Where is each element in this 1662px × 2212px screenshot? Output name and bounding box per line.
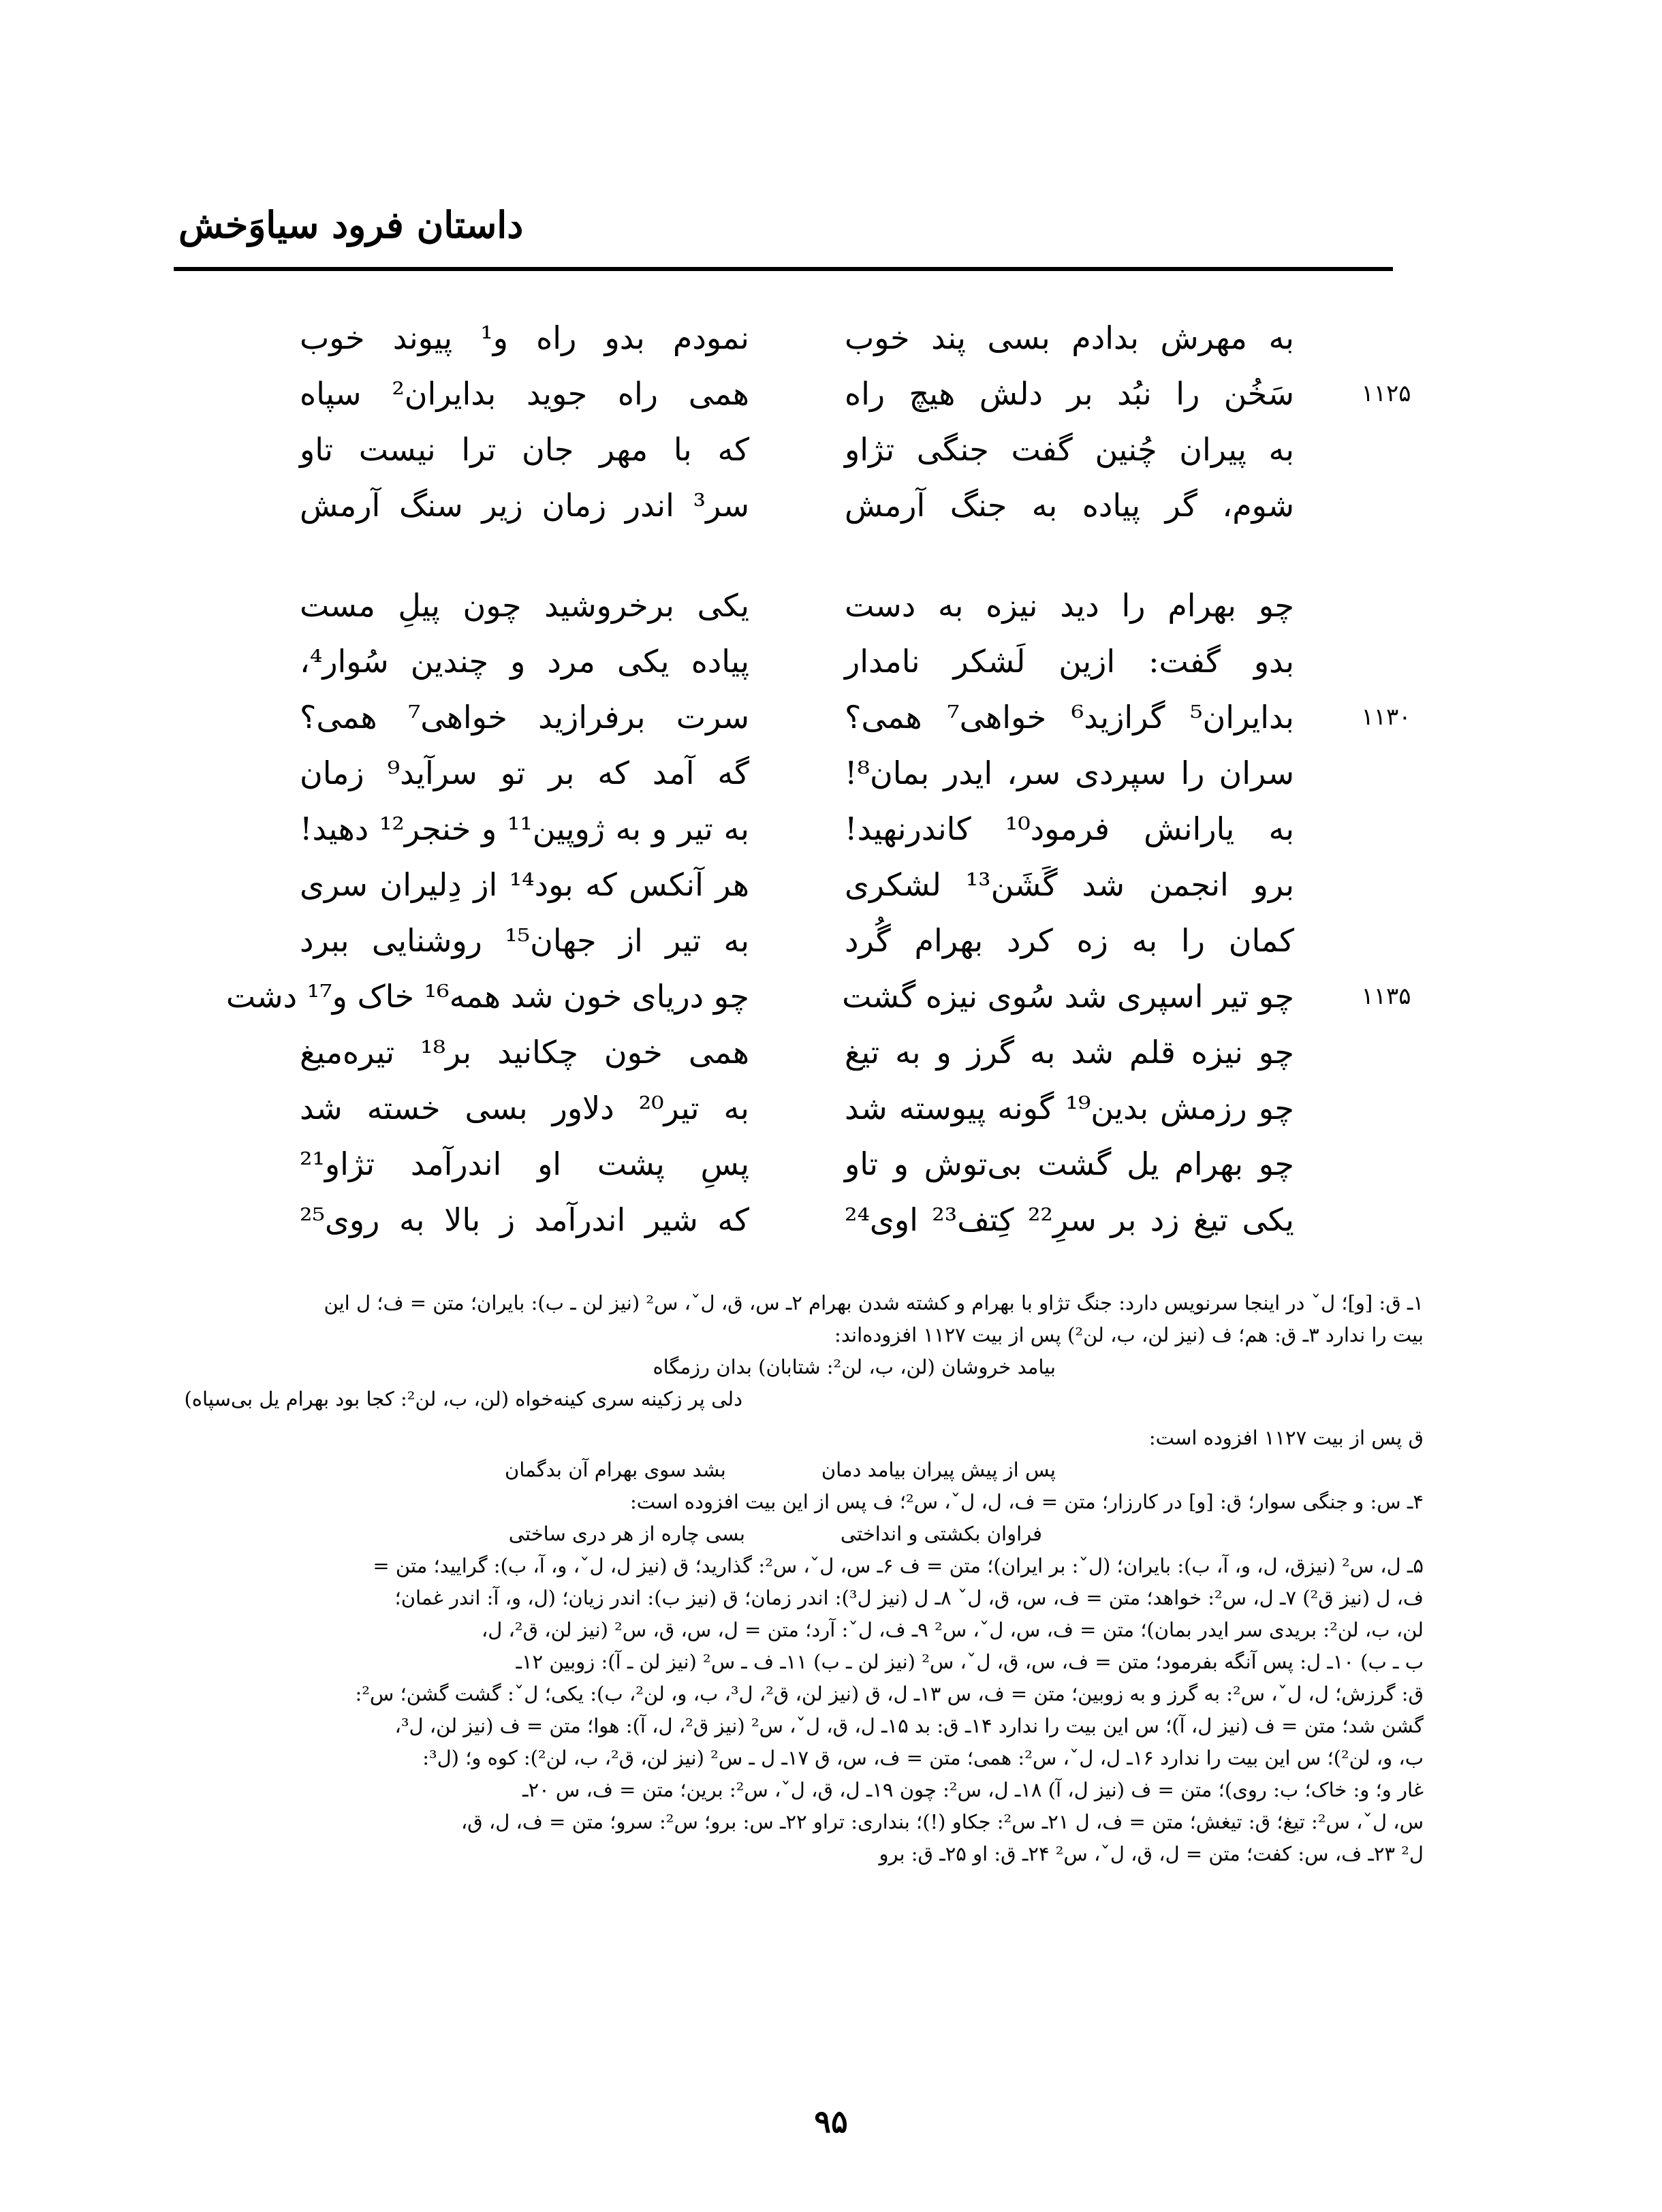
verse-row — [259, 366, 1430, 422]
hemistich-first: برو انجمن شد گَشَن¹³ لشکری — [845, 866, 1295, 903]
footnote-line: ب ـ ب) ۱۰ـ ل: پس آنگه بفرمود؛ متن = ف، س، ق، لˇ، س² (نیز لن ـ ب) ۱۱ـ ف ـ س² (نیز لن ـ آ): زوبین ۱۲ـ — [516, 1650, 1424, 1673]
hemistich-first: چو رزمش بدین¹⁹ گونه پیوسته شد — [845, 1090, 1294, 1126]
hemistich-first: شوم، گر پیاده به جنگ آرمش — [845, 487, 1294, 524]
hemistich-second: به تیر از جهان¹⁵ روشنایی ببرد — [300, 922, 750, 959]
header-rule — [174, 267, 1393, 271]
couplet-second: بسی چاره از هر دری ساختی — [508, 1522, 745, 1545]
hemistich-second: به تیر و به ژوپین¹¹ و خنجر¹² دهید! — [300, 810, 749, 847]
hemistich-second: به تیر²⁰ دلاور بسی خسته شد — [300, 1090, 749, 1126]
hemistich-first: سَخُن را نبُد بر دلش هیچ راه — [845, 375, 1294, 412]
footnote-line: ۴ـ س: و جنگی سوار؛ ق: [و] در کارزار؛ متن = ف، ل، لˇ، س²؛ ف پس از این بیت افزوده است: — [629, 1490, 1424, 1513]
hemistich-first: به یارانش فرمود¹⁰ کاندرنهید! — [845, 810, 1295, 847]
couplet-second: بشد سوی بهرام آن بدگمان — [505, 1458, 726, 1481]
hemistich-second: که با مهر جان ترا نیست تاو — [300, 431, 749, 468]
footnote-added-couplet — [157, 1454, 1424, 1486]
footnote-line: گشن شد؛ متن = ف (نیز ل، آ)؛ س این بیت را ندارد ۱۴ـ ق: بد ۱۵ـ ل، ق، لˇ، س² (نیز ق²، ل، آ): هوا؛ متن = ف (نیز لن، ل³، — [394, 1714, 1424, 1737]
hemistich-second: چو دریای خون شد همه¹⁶ خاک و¹⁷ دشت — [225, 978, 749, 1015]
footnote-line: غار و؛ و: خاک؛ ب: روی)؛ متن = ف (نیز ل، آ) ۱۸ـ ل، س²: چون ۱۹ـ ل، ق، لˇ، س²: برین؛ متن = ف، س ۲۰ـ — [522, 1778, 1424, 1801]
verse-row — [259, 1192, 1430, 1248]
hemistich-first: بدو گفت: ازین لَشکر نامدار — [845, 643, 1294, 680]
verse-row — [259, 745, 1430, 801]
couplet-first: فراوان بکشتی و انداختی — [840, 1522, 1042, 1545]
hemistich-first: به مهرش بدادم بسی پند خوب — [845, 319, 1294, 356]
footnote-line: لن، ب، لن²: بریدی سر ایدر بمان)؛ متن = ف، س، لˇ، س² ۹ـ ف، لˇ: آرد؛ متن = ل، س، ق، س² (نیز لن، ق²، ل، — [481, 1618, 1424, 1641]
verse-row — [259, 689, 1430, 745]
verse-block-2 — [225, 578, 1430, 1248]
footnote-line: ب، و، لن²)؛ س این بیت را ندارد ۱۶ـ ل، لˇ، س²: همی؛ متن = ف، س، ق ۱۷ـ ل ـ س² (نیز لن، ق²، ب، لن²): کوه و؛ (ل³: — [422, 1746, 1424, 1769]
footnote-line: س، لˇ، س²: تیغ؛ ق: تیغش؛ متن = ف، ل ۲۱ـ س²: جکاو (!)؛ بنداری: تراو ۲۲ـ س: برو؛ س²: سرو؛ متن = ف، ل، ق، — [460, 1810, 1424, 1833]
verse-row — [259, 477, 1430, 533]
footnote-line: ۵ـ ل، س² (نیزق، ل، و، آ، ب): بایران؛ (لˇ: بر ایران)؛ متن = ف ۶ـ س، لˇ، س²: گذارید؛ ق (نیز ل، لˇ، و، آ، ب): گرایید؛ متن = — [373, 1554, 1424, 1577]
footnote-line: ف، ل (نیز ق²) ۷ـ ل، س²: خواهد؛ متن = ف، س، ق، لˇ ۸ـ ل (نیز ل³): اندر زمان؛ ق (نیز ب): اندر زیان؛ (ل، و، آ: اندر غمان؛ — [394, 1586, 1424, 1609]
verse-row — [259, 1080, 1430, 1136]
hemistich-second: پسِ پشت او اندرآمد تژاو²¹ — [300, 1146, 749, 1182]
hemistich-first: چو نیزه قلم شد به گرز و به تیغ — [845, 1034, 1294, 1071]
footnote-line: ۱ـ ق: [و]؛ لˇ در اینجا سرنویس دارد: جنگ تژاو با بهرام و کشته شدن بهرام ۲ـ س، ق، لˇ، س² (نیز لن ـ ب): بایران؛ متن = ف؛ ل این — [324, 1291, 1424, 1314]
verse-row — [259, 801, 1430, 857]
running-title: داستان فرود سیاوَخش — [178, 203, 524, 247]
verse-row — [225, 968, 1430, 1024]
footnote-added-couplet — [157, 1518, 1424, 1550]
verse-row — [259, 1024, 1430, 1080]
hemistich-first: بدایران⁵ گرازید⁶ خواهی⁷ همی؟ — [845, 699, 1294, 736]
hemistich-second: سر³ اندر زمان زیر سنگ آرمش — [300, 487, 749, 524]
hemistich-second: سرت برفرازید خواهی⁷ همی؟ — [300, 699, 750, 736]
verse-number: ۱۱۲۵ — [1361, 380, 1411, 407]
page-number: ۹۵ — [814, 2103, 848, 2140]
hemistich-first: کمان را به زه کرد بهرام گُرد — [845, 922, 1294, 959]
hemistich-second: همی خون چکانید بر¹⁸ تیره‌میغ — [300, 1034, 750, 1071]
couplet-first: بیامد خروشان (لن، ب، لن²: شتابان) بدان رزمگاه — [653, 1355, 1056, 1378]
hemistich-first: سران را سپردی سر، ایدر بمان⁸! — [845, 755, 1294, 791]
hemistich-first: به پیران چُنین گفت جنگی تژاو — [845, 431, 1294, 468]
verse-number: ۱۱۳۵ — [1361, 983, 1411, 1010]
footnote-line: ق پس از بیت ۱۱۲۷ افزوده است: — [1148, 1426, 1424, 1449]
hemistich-second: یکی برخروشید چون پیلِ مست — [300, 587, 749, 624]
hemistich-first: چو بهرام یل گشت بی‌توش و تاو — [845, 1146, 1294, 1182]
verse-row — [259, 578, 1430, 633]
hemistich-second: پیاده یکی مرد و چندین سُوار⁴، — [300, 643, 749, 680]
hemistich-second: همی راه جوید بدایران² سپاه — [300, 375, 749, 412]
hemistich-first: یکی تیغ زد بر سرِ²² کِتف²³ اوی²⁴ — [845, 1201, 1294, 1238]
couplet-second: دلی پر زکینه سری کینه‌خواه (لن، ب، لن²: کجا بود بهرام یل بی‌سپاه) — [184, 1387, 742, 1410]
footnote-line: بیت را ندارد ۳ـ ق: هم؛ ف (نیز لن، ب، لن²) پس از بیت ۱۱۲۷ افزوده‌اند: — [834, 1323, 1424, 1346]
hemistich-second: نمودم بدو راه و¹ پیوند خوب — [300, 319, 749, 356]
verse-number: ۱۱۳۰ — [1361, 704, 1411, 731]
verse-block-1 — [259, 310, 1430, 533]
verse-row — [259, 1136, 1430, 1192]
verse-row — [259, 857, 1430, 913]
footnote-added-couplet — [157, 1351, 1424, 1383]
footnote-line: ل² ۲۳ـ ف، س: کفت؛ متن = ل، ق، لˇ، س² ۲۴ـ ق: او ۲۵ـ ق: برو — [879, 1842, 1424, 1865]
hemistich-first: چو بهرام را دید نیزه به دست — [845, 587, 1294, 624]
footnote-line: ق: گرزش؛ ل، لˇ، س²: به گرز و به زوبین؛ متن = ف، س ۱۳ـ ل، ق (نیز لن، ق²، ل³، ب، و، لن²، ب): یکی؛ لˇ: گشت گشن؛ س²: — [355, 1682, 1424, 1705]
footnote-added-couplet-cont — [157, 1383, 1424, 1415]
verse-row — [259, 633, 1430, 689]
hemistich-first: چو تیر اسپری شد سُوی نیزه گشت — [842, 978, 1294, 1015]
verse-row — [259, 422, 1430, 477]
hemistich-second: گه آمد که بر تو سرآید⁹ زمان — [300, 755, 749, 791]
verse-row — [259, 913, 1430, 968]
footnotes — [157, 1287, 1424, 1870]
hemistich-second: که شیر اندرآمد ز بالا به روی²⁵ — [300, 1201, 749, 1238]
verse-row — [259, 310, 1430, 366]
hemistich-second: هر آنکس که بود¹⁴ از دِلیران سری — [300, 866, 749, 903]
couplet-first: پس از پیش پیران بیامد دمان — [821, 1458, 1056, 1481]
